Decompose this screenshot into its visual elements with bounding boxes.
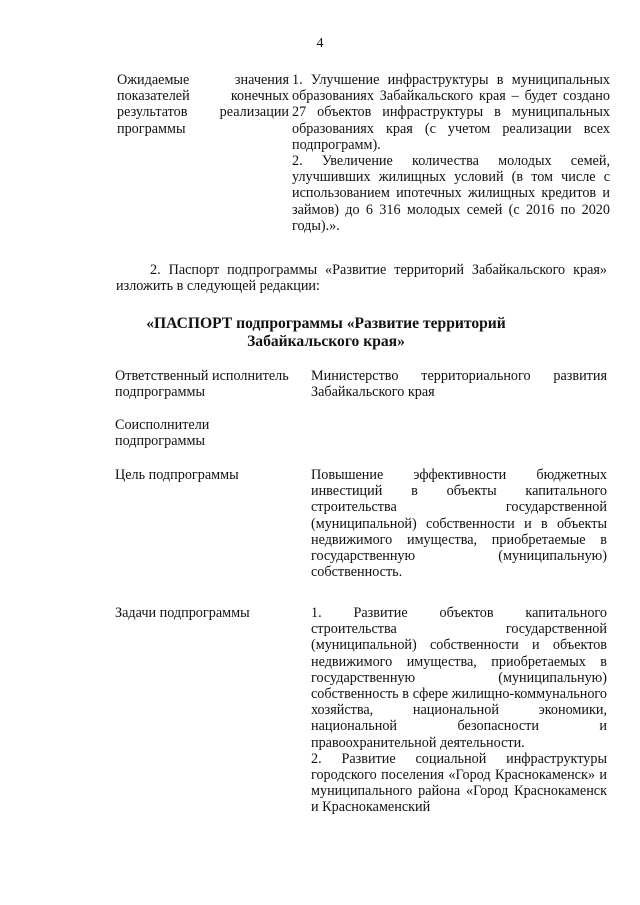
- expected-results-list: [292, 72, 610, 234]
- responsible-label: Ответственный исполнитель подпрограммы: [115, 368, 289, 401]
- task-2: 2. Развитие социальной инфраструктуры городского поселения «Город Краснокаменск» и муниципального района «Город Краснокаменск и Краснокаменский: [311, 750, 607, 816]
- goal-label: Цель подпрограммы: [115, 467, 239, 483]
- co-executors-label: Соисполнители подпрограммы: [115, 417, 210, 450]
- paragraph-2: [116, 262, 607, 294]
- expected-result-1: 1. Улучшение инфраструктуры в муниципальных образованиях Забайкальского края – будет создано 27 объектов инфраструктуры в муниципальных образованиях края (с учетом реализации всех подпрограмм).: [292, 72, 610, 153]
- page-number: 4: [316, 36, 324, 51]
- goal-value: Повышение эффективности бюджетных инвестиций в объекты капитального строительства государственной (муниципальной) собственности и в объекты недвижимого имущества, приобретаемые в государственную (муниципальную) собственность.: [311, 467, 607, 581]
- expected-result-2: 2. Увеличение количества молодых семей, улучшивших жилищных условий (в том числе с использованием ипотечных жилищных кредитов и займов) до 6 316 молодых семей (с 2016 по 2020 годы).».: [292, 153, 610, 234]
- task-1: 1. Развитие объектов капитального строительства государственной (муниципальной) собственности и объектов недвижимого имущества, приобретаемых в государственную (муниципальную) собственность в сфере жилищно-коммунального хозяйства, национальной экономики, национальной безопасности и правоохранительной деятельности.: [311, 605, 607, 751]
- tasks-list: [311, 605, 607, 816]
- paragraph-2-text: 2. Паспорт подпрограммы «Развитие территорий Забайкальского края» изложить в следующей редакции:: [116, 262, 607, 295]
- tasks-label: Задачи подпрограммы: [115, 605, 250, 621]
- passport-title: «ПАСПОРТ подпрограммы «Развитие территорий Забайкальского края»: [146, 315, 506, 350]
- responsible-value: Министерство территориального развития Забайкальского края: [311, 368, 607, 401]
- expected-results-label: Ожидаемые значения показателей конечных результатов реализации программы: [117, 72, 289, 137]
